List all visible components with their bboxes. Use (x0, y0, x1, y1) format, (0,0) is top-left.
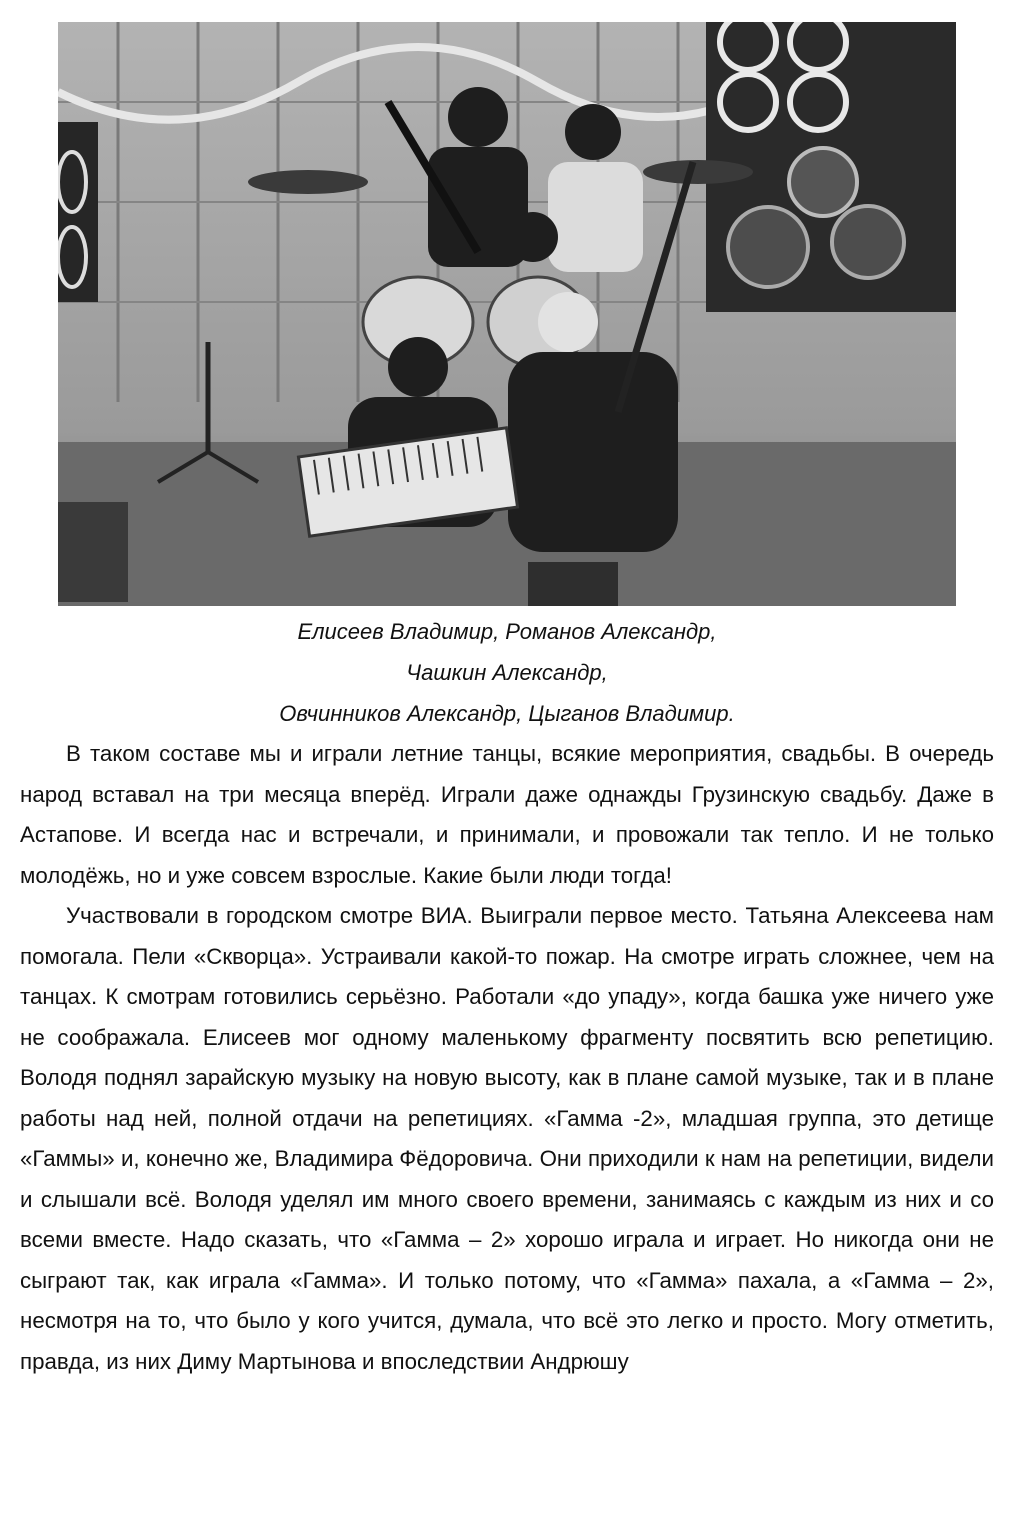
paragraph: Участвовали в городском смотре ВИА. Выиграли первое место. Татьяна Алексеева нам помогала. Пели «Скворца». Устраивали какой-то пожар. На смотре играть сложнее, чем на танцах. К смотрам готовились серьёзно. Работали «до упаду», когда башка уже ничего уже не соображала. Елисеев мог одному маленькому фрагменту посвятить всю репетицию. Володя поднял зарайскую музыку на новую высоту, как в плане самой музыке, так и в плане работы над ней, полной отдачи на репетициях. «Гамма -2», младшая группа, это детище «Гаммы» и, конечно же, Владимира Фёдоровича. Они приходили к нам на репетиции, видели и слышали всё. Володя уделял им много своего времени, занимаясь с каждым из них и со всеми вместе. Надо сказать, что «Гамма – 2» хорошо играла и играет. Но никогда они не сыграют так, как играла «Гамма». И только потому, что «Гамма» пахала, а «Гамма – 2», несмотря на то, что было у кого учится, думала, что всё это легко и просто. Могу отметить, правда, из них Диму Мартынова и впоследствии Андрюшу (20, 903, 994, 1374)
band-photo-image (58, 22, 956, 606)
article-body (20, 734, 994, 1382)
caption-line: Чашкин Александр, (406, 660, 608, 685)
paragraph: В таком составе мы и играли летние танцы, всякие мероприятия, свадьбы. В очередь народ вставал на три месяца вперёд. Играли даже однажды Грузинскую свадьбу. Даже в Астапове. И всегда нас и встречали, и принимали, и провожали так тепло. И не только молодёжь, но и уже совсем взрослые. Какие были люди тогда! (20, 741, 994, 888)
photo-caption (20, 611, 994, 734)
caption-line: Елисеев Владимир, Романов Александр, (297, 619, 717, 644)
band-photo (58, 22, 956, 606)
caption-line: Овчинников Александр, Цыганов Владимир. (279, 701, 735, 726)
